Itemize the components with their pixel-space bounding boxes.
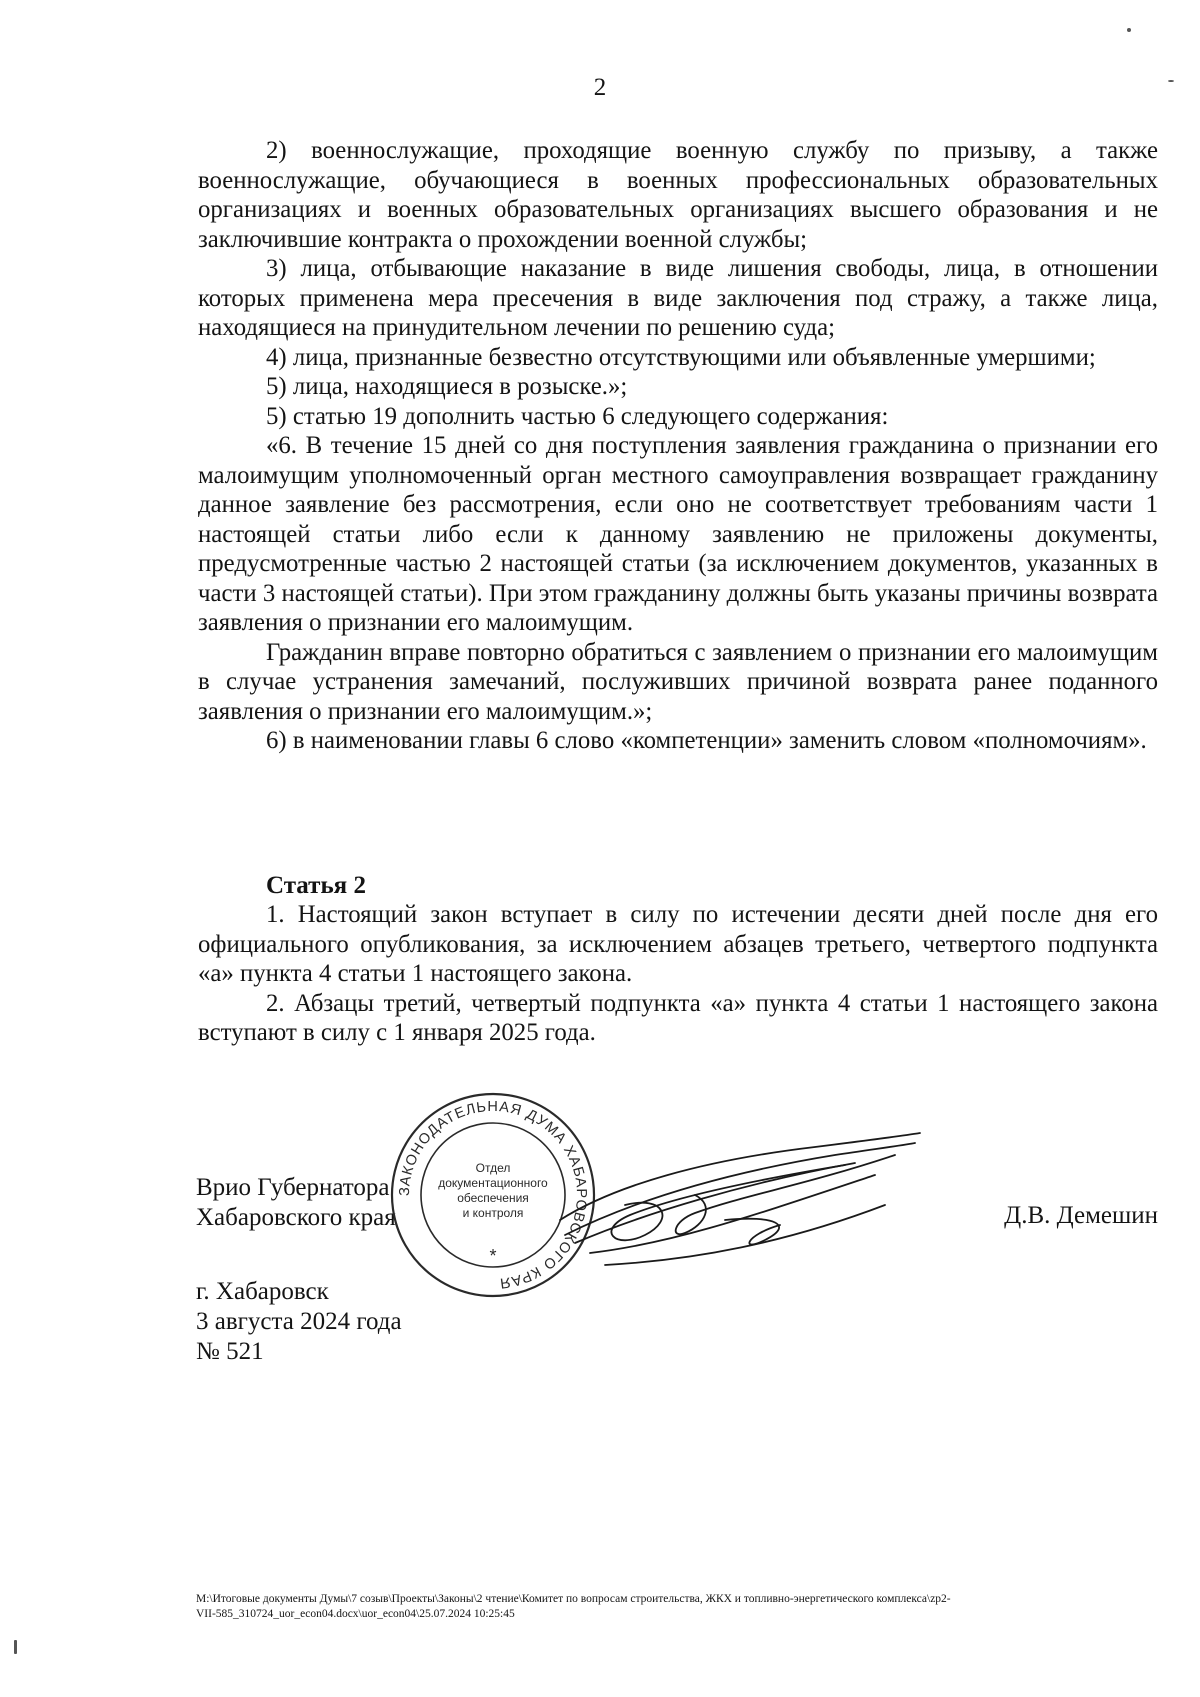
signer-title <box>196 1173 396 1233</box>
stamp-line-1: Отдел <box>475 1161 511 1175</box>
scan-speck <box>1127 28 1131 32</box>
place-date-block <box>196 1277 402 1367</box>
article-paragraph-1: 1. Настоящий закон вступает в силу по истечении десяти дней после дня его официального опубликования, за исключением абзацев третьего, четвертого подпункта «а» пункта 4 статьи 1 настоящего закона. <box>198 901 1158 987</box>
amendment-list <box>198 136 1158 756</box>
footer-path-line1: M:\Итоговые документы Думы\7 созыв\Проекты\Законы\2 чтение\Комитет по вопросам строительства, ЖКХ и топливно-энергетического комплекса\zp2- <box>196 1593 951 1605</box>
file-path-footer <box>196 1592 1171 1622</box>
signer-title-line1: Врио Губернатора <box>196 1174 390 1201</box>
paragraph-part-6: «6. В течение 15 дней со дня поступления заявления гражданина о признании его малоимущим уполномоченный орган местного самоуправления возвращает гражданину данное заявление без рассмотрения, если оно не соответствует требованиям части 1 настоящей статьи либо если к данному заявлению не приложены документы, предусмотренные частью 2 настоящей статьи (за исключением документов, указанных в части 3 настоящей статьи). При этом гражданину должны быть указаны причины возврата заявления о признании его малоимущим. <box>198 432 1158 636</box>
signer-title-line2: Хабаровского края <box>196 1204 396 1231</box>
paragraph-amendment-5: 5) статью 19 дополнить частью 6 следующего содержания: <box>266 402 889 430</box>
page-number: 2 <box>593 74 607 101</box>
signer-name: Д.В. Демешин <box>1004 1202 1158 1229</box>
paragraph-amendment-6: 6) в наименовании главы 6 слово «компетенции» заменить словом «полномочиям». <box>266 727 1147 754</box>
paragraph-item-2: 2) военнослужащие, проходящие военную службу по призыву, а также военнослужащие, обучающиеся в военных профессиональных образовательных организациях и военных образовательных организациях высшего образования и не заключившие контракта о прохождении военной службы; <box>198 137 1158 253</box>
paragraph-item-3: 3) лица, отбывающие наказание в виде лишения свободы, лица, в отношении которых применена мера пресечения в виде заключения под стражу, а также лица, находящиеся на принудительном лечении по решению суда; <box>198 255 1158 341</box>
footer-path-line2: VII-585_310724_uor_econ04.docx\uor_econ04\25.07.2024 10:25:45 <box>196 1608 515 1620</box>
paragraph-item-4: 4) лица, признанные безвестно отсутствующими или объявленные умершими; <box>266 343 1096 371</box>
stamp-line-3: обеспечения <box>457 1191 529 1205</box>
stamp-line-2: документационного <box>438 1176 548 1190</box>
stamp-ring-text: ЗАКОНОДАТЕЛЬНАЯ ДУМА ХАБАРОВСКОГО КРАЯ <box>396 1098 590 1291</box>
place: г. Хабаровск <box>196 1278 329 1305</box>
paragraph-repeat-application: Гражданин вправе повторно обратиться с заявлением о признании его малоимущим в случае устранения замечаний, послуживших причиной возврата ранее поданного заявления о признании его малоимущим.»; <box>198 638 1158 725</box>
article-body <box>198 900 1158 1048</box>
stamp-line-4: и контроля <box>462 1206 524 1220</box>
paragraph-item-5: 5) лица, находящиеся в розыске.»; <box>266 373 628 400</box>
handwritten-signature <box>555 1125 925 1275</box>
stamp-star: * <box>489 1246 497 1266</box>
article-paragraph-2: 2. Абзацы третий, четвертый подпункта «а» пункта 4 статьи 1 настоящего закона вступают в силу с 1 января 2025 года. <box>198 989 1158 1046</box>
article-heading: Статья 2 <box>266 872 366 899</box>
scan-speck <box>1168 80 1174 82</box>
signing-date: 3 августа 2024 года <box>196 1308 402 1335</box>
law-number: № 521 <box>196 1338 264 1365</box>
scan-speck <box>14 1640 17 1654</box>
